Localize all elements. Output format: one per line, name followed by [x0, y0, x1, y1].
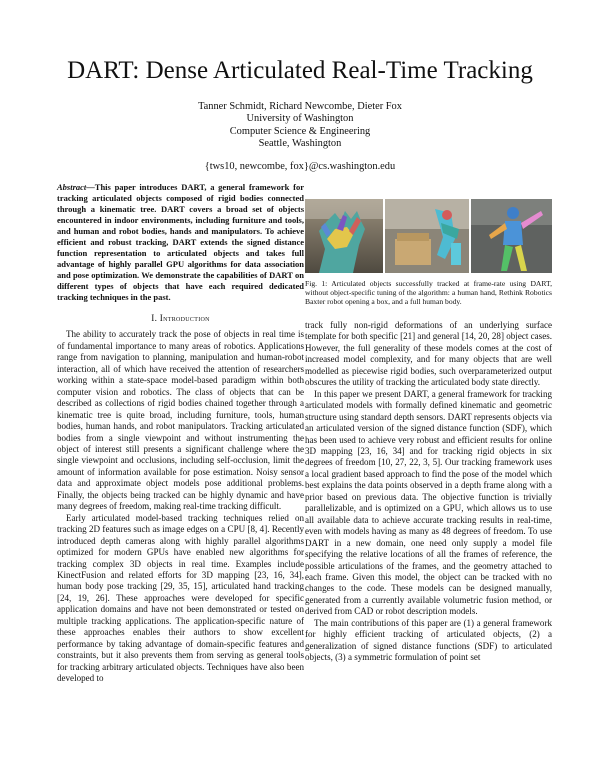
affiliation-department: Computer Science & Engineering [229, 125, 371, 137]
author-block [0, 101, 600, 173]
right-column [305, 182, 552, 664]
paper-title: DART: Dense Articulated Real-Time Tracking [67, 57, 533, 84]
author-email: {tws10, newcombe, fox}@cs.washington.edu [204, 160, 396, 172]
body-paragraph: The main contributions of this paper are (1) a general framework for highly efficient tracking of articulated objects, (2) a generalization of signed distance functions (SDF) to articulated objects, (3) a symmetric formulation of point set [305, 617, 552, 663]
hand-tracking-illustration [305, 199, 383, 273]
abstract [57, 182, 304, 303]
section-heading: I. Introduction [151, 313, 210, 323]
author-names: Tanner Schmidt, Richard Newcombe, Dieter Fox [198, 101, 402, 112]
abstract-lead: Abstract [57, 182, 87, 192]
body-paragraph: In this paper we present DART, a general framework for tracking articulated models with formally defined kinematic and geometric structure using standard depth sensors. DART represents objects via an articulated version of the signed distance function (SDF), which has been used to achieve very robust and efficient results for online 3D mapping [23, 16, 34] and for tracking rigid objects in six degrees of freedom [10, 27, 22, 3, 5]. Our tracking framework uses a local gradient based approach to find the pose of the model which best explains the data points observed in a depth frame along with a prior based on previous data. The objective function is trivially parallelizable, and is optimized on a GPU, which allows us to use all available data to achieve accurate tracking results in real-time, even with models having as many as 48 degrees of freedom. To use DART in a new domain, one need only supply a model file specifying the relative locations of all the frames of reference, the possible articulations of the frames, and the geometry attached to each frame. Given this model, the object can be tracked with no changes to the code. These models can be designed manually, generated from a currently available volumetric fusion method, or derived from CAD or robot description models. [305, 388, 552, 617]
affiliation-city: Seattle, Washington [258, 138, 342, 150]
figure-caption: Fig. 1: Articulated objects successfully tracked at frame-rate using DART, without object-specific tuning of the algorithm: a human hand, Rethink Robotics Baxter robot opening a box, and a full human body. [305, 279, 552, 306]
body-paragraph: Early articulated model-based tracking techniques relied on tracking 2D features such as image edges on a CPU [8, 4]. Recently introduced depth cameras along with highly parallel algorithms optimized for modern GPUs have enabled new algorithms for tracking complex 3D objects in real time. Examples include KinectFusion and related efforts for 3D mapping [23, 16, 34], human body pose tracking [29, 35, 15], articulated hand tracking [24, 19, 26]. These approaches were developed for specific application domains and have not been demonstrated or tested on multiple tracking applications. The application-specific nature of these approaches enables their authors to show excellent performance by taking advantage of domain-specific features and constraints, but it also prevents them from serving as general tools for tracking arbitrary articulated objects. Techniques have also been developed to [57, 512, 304, 684]
hand-tracking-image [305, 199, 383, 273]
left-column [57, 182, 304, 685]
affiliation-university: University of Washington [246, 113, 354, 125]
robot-tracking-image [385, 199, 469, 273]
figure-1 [305, 199, 552, 273]
abstract-text: —This paper introduces DART, a general framework for tracking articulated objects composed of rigid bodies connected through a kinematic tree. DART covers a broad set of objects encountered in indoor environments, including furniture and tools, and human and robot bodies, hands and manipulators. To achieve efficient and robust tracking, DART extends the signed distance function representation to articulated objects and takes full advantage of highly parallel GPU algorithms for data association and pose optimization. We demonstrate the capabilities of DART on different types of objects that have each required dedicated tracking techniques in the past. [57, 182, 304, 302]
body-tracking-image [471, 199, 552, 273]
body-tracking-illustration [471, 199, 552, 273]
body-paragraph: The ability to accurately track the pose of objects in real time is of fundamental importance to many areas of robotics. Applications range from navigation to planning, manipulation and human-robot interaction, all of which have received the attention of researchers working within a state-space model-based paradigm within both computer vision and robotics. The class of objects that can be described as collections of rigid bodies chained together through a kinematic tree is quite broad, including furniture, tools, human bodies, human hands, and robot manipulators. Tracking articulated bodies from a single viewpoint and without instrumenting the object of interest still presents a significant challenge where the single viewpoint and occlusions, including self-occlusion, limit the amount of information available for pose estimation. Noisy sensor data and approximate object models pose additional problems. Finally, the objects being tracked can be highly dynamic and have many degrees of freedom, making real-time tracking difficult. [57, 329, 304, 512]
body-paragraph: track fully non-rigid deformations of an underlying surface template for both specific [21] and general [14, 20, 28] object cases. However, the full generality of these models comes at the cost of increased model complexity, and for many objects that are well modelled as piecewise rigid bodies, such overparameterized output obscures the utility of tracking the articulated body state directly. [305, 320, 552, 388]
robot-tracking-illustration [385, 199, 469, 273]
